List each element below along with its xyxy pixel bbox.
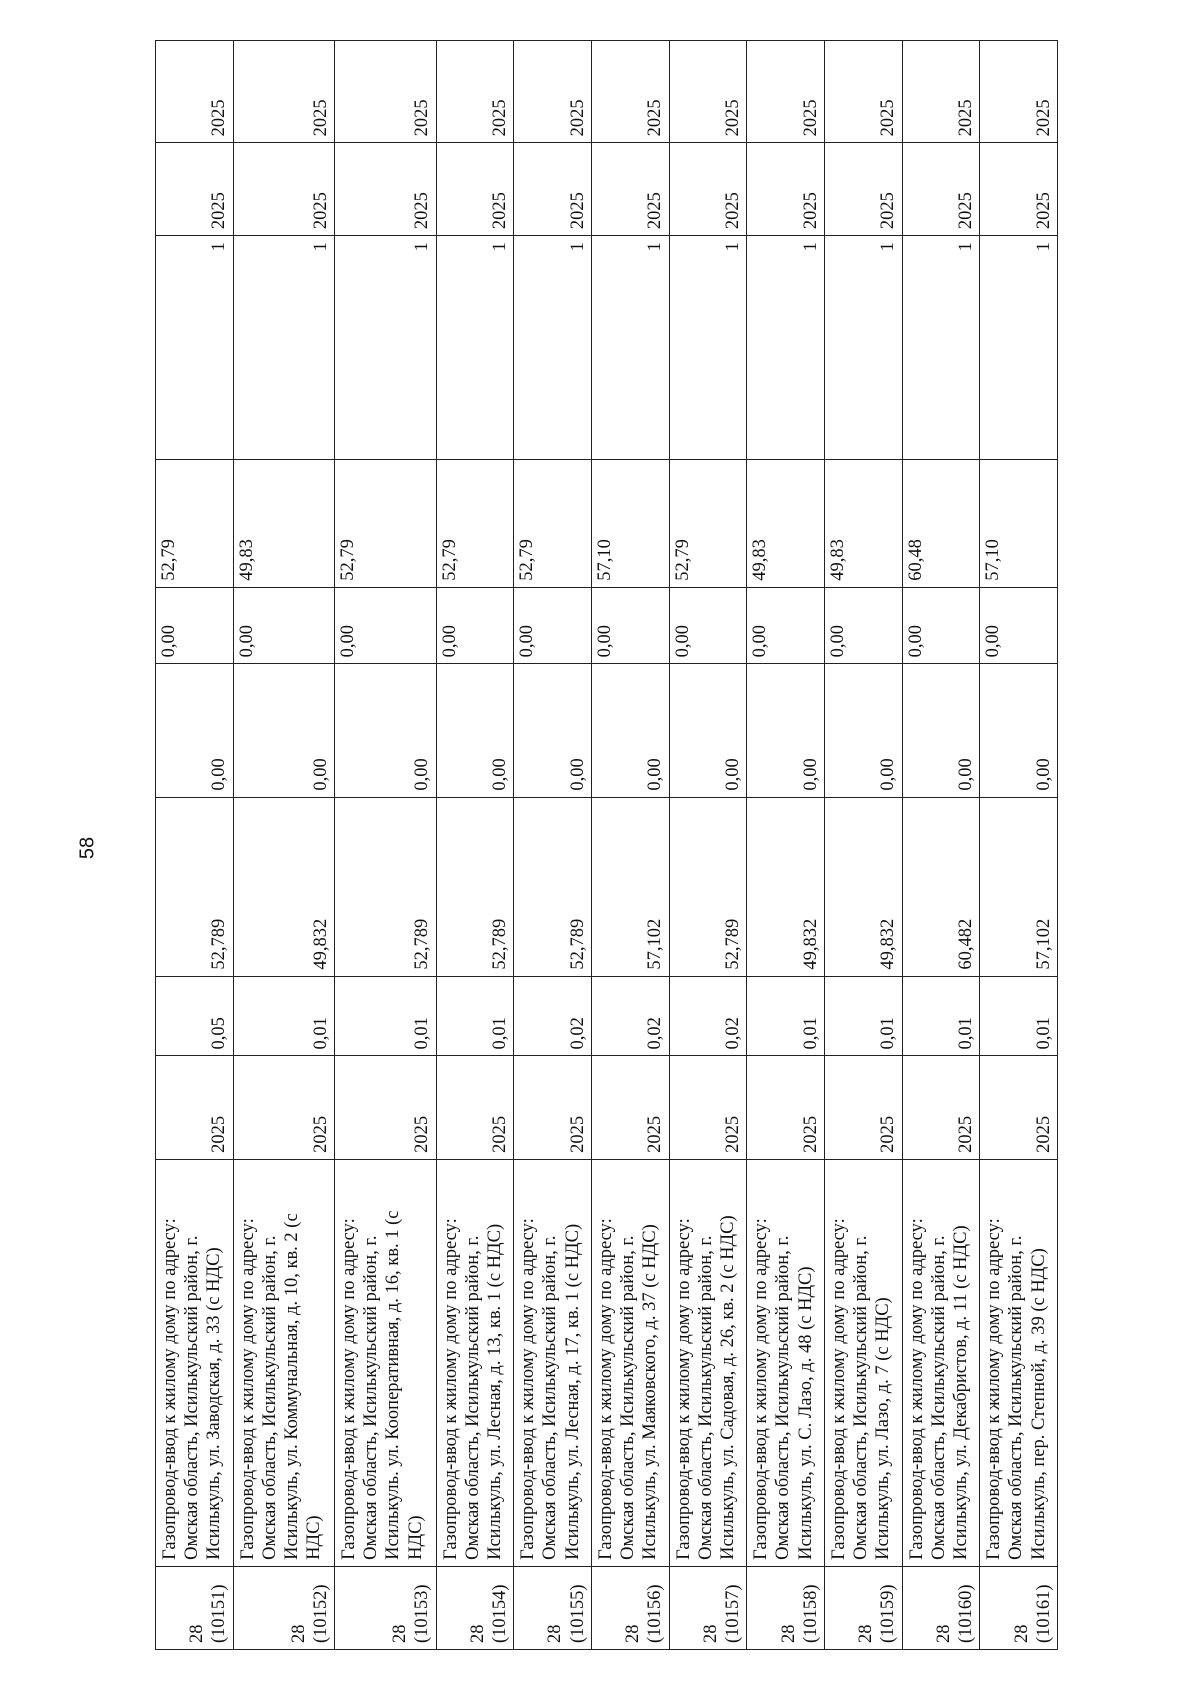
year-start-cell: 2025 [824,1056,902,1159]
value-b-cell: 0,00 [156,587,234,664]
year-start-cell: 2025 [591,1056,669,1159]
object-name-cell: Газопровод-ввод к жилому дому по адресу: Омская область, Исилькульский район, г. Исилькуль, ул. Коммунальная, д. 10, кв. 2 (с НДС) [233,1159,334,1566]
row-id-cell [669,1566,747,1649]
object-name-cell: Газопровод-ввод к жилому дому по адресу: Омская область, Исилькульский район, г. Исилькуль, ул. Заводская, д. 33 (с НДС) [156,1159,234,1566]
value-c-cell: 52,79 [514,459,592,587]
row-id-cell [824,1566,902,1649]
value-c-cell: 52,79 [335,459,436,587]
value-a-cell: 0,00 [980,664,1058,797]
year-end-cell: 2025 [591,41,669,143]
year-end-cell: 2025 [156,41,234,143]
value-c-cell: 49,83 [747,459,825,587]
investment-table [155,40,1058,1650]
year-start-cell: 2025 [514,1056,592,1159]
value-b-cell: 0,00 [824,587,902,664]
year-start-cell: 2025 [335,1056,436,1159]
year-end-cell: 2025 [824,41,902,143]
row-code: (10159) [878,1584,899,1643]
year-commission-cell: 2025 [669,143,747,236]
year-start-cell: 2025 [436,1056,514,1159]
row-code: (10152) [310,1584,331,1643]
year-end-cell: 2025 [335,41,436,143]
row-code: (10154) [490,1584,510,1643]
object-name-cell: Газопровод-ввод к жилому дому по адресу: Омская область, Исилькульский район, г. Исилькуль, ул. Лесная, д. 17, кв. 1 (с НДС) [514,1159,592,1566]
row-id-cell [902,1566,980,1649]
value-c-cell: 57,10 [591,459,669,587]
capacity-cell: 0,01 [335,976,436,1056]
capacity-cell: 0,02 [514,976,592,1056]
year-commission-cell: 2025 [980,143,1058,236]
value-c-cell: 52,79 [436,459,514,587]
row-code: (10156) [645,1584,666,1643]
value-a-cell: 0,00 [902,664,980,797]
row-number: 28 [288,1624,309,1643]
count-cell: 1 [980,236,1058,460]
value-a-cell: 0,00 [824,664,902,797]
count-cell: 1 [747,236,825,460]
value-a-cell: 0,00 [436,664,514,797]
row-number: 28 [467,1624,488,1643]
count-cell: 1 [824,236,902,460]
table-row [980,41,1058,1650]
capacity-cell: 0,01 [980,976,1058,1056]
row-code: (10153) [412,1584,433,1643]
count-cell: 1 [436,236,514,460]
row-code: (10160) [956,1584,977,1643]
cost-thousand-cell: 52,789 [156,797,234,976]
year-end-cell: 2025 [514,41,592,143]
value-c-cell: 52,79 [669,459,747,587]
cost-thousand-cell: 52,789 [335,797,436,976]
row-number: 28 [390,1624,411,1643]
count-cell: 1 [669,236,747,460]
cost-thousand-cell: 49,832 [233,797,334,976]
value-b-cell: 0,00 [436,587,514,664]
year-commission-cell: 2025 [156,143,234,236]
object-name-cell: Газопровод-ввод к жилому дому по адресу: Омская область, Исилькульский район, г. Исилькуль. ул. Кооперативная, д. 16, кв. 1 (с НДС) [335,1159,436,1566]
count-cell: 1 [514,236,592,460]
row-number: 28 [933,1624,954,1643]
object-name-cell: Газопровод-ввод к жилому дому по адресу: Омская область, Исилькульский район, г. Исилькуль, ул. С. Лазо, д. 48 (с НДС) [747,1159,825,1566]
row-code: (10155) [567,1584,588,1643]
row-id-cell [514,1566,592,1649]
capacity-cell: 0,01 [747,976,825,1056]
value-b-cell: 0,00 [980,587,1058,664]
table-row [156,41,234,1650]
value-b-cell: 0,00 [514,587,592,664]
year-start-cell: 2025 [156,1056,234,1159]
value-c-cell: 49,83 [824,459,902,587]
year-commission-cell: 2025 [591,143,669,236]
capacity-cell: 0,02 [591,976,669,1056]
row-number: 28 [856,1624,877,1643]
year-start-cell: 2025 [233,1056,334,1159]
row-id-cell [233,1566,334,1649]
cost-thousand-cell: 60,482 [902,797,980,976]
capacity-cell: 0,01 [824,976,902,1056]
row-id-cell [591,1566,669,1649]
capacity-cell: 0,05 [156,976,234,1056]
value-c-cell: 57,10 [980,459,1058,587]
table-row [591,41,669,1650]
table-row [902,41,980,1650]
table-row [747,41,825,1650]
count-cell: 1 [335,236,436,460]
table-row [436,41,514,1650]
capacity-cell: 0,01 [902,976,980,1056]
capacity-cell: 0,01 [436,976,514,1056]
cost-thousand-cell: 49,832 [747,797,825,976]
value-a-cell: 0,00 [669,664,747,797]
count-cell: 1 [902,236,980,460]
row-id-cell [335,1566,436,1649]
object-name-cell: Газопровод-ввод к жилому дому по адресу: Омская область, Исилькульский район, г. Исилькуль, ул. Маяковского, д. 37 (с НДС) [591,1159,669,1566]
year-end-cell: 2025 [980,41,1058,143]
table-row [335,41,436,1650]
value-c-cell: 60,48 [902,459,980,587]
object-name-cell: Газопровод-ввод к жилому дому по адресу: Омская область, Исилькульский район, г. Исилькуль, ул. Декабристов, д. 11 (с НДС) [902,1159,980,1566]
year-commission-cell: 2025 [436,143,514,236]
value-a-cell: 0,00 [156,664,234,797]
value-b-cell: 0,00 [902,587,980,664]
object-name-cell: Газопровод-ввод к жилому дому по адресу: Омская область, Исилькульский район, г. Исилькуль, ул. Лазо, д. 7 (с НДС) [824,1159,902,1566]
row-code: (10151) [209,1584,230,1643]
value-c-cell: 52,79 [156,459,234,587]
capacity-cell: 0,02 [669,976,747,1056]
row-number: 28 [187,1624,208,1643]
year-end-cell: 2025 [902,41,980,143]
row-id-cell [747,1566,825,1649]
row-number: 28 [700,1624,721,1643]
year-start-cell: 2025 [902,1056,980,1159]
value-b-cell: 0,00 [747,587,825,664]
rotated-table-container [155,40,1058,1650]
object-name-cell: Газопровод-ввод к жилому дому по адресу: Омская область, Исилькульский район, г. Исилькуль, пер. Степной, д. 39 (с НДС) [980,1159,1058,1566]
row-code: (10161) [1033,1584,1054,1643]
row-number: 28 [545,1624,566,1643]
value-c-cell: 49,83 [233,459,334,587]
year-end-cell: 2025 [233,41,334,143]
year-end-cell: 2025 [747,41,825,143]
row-id-cell [436,1566,514,1649]
table-row [233,41,334,1650]
cost-thousand-cell: 57,102 [980,797,1058,976]
table-row [824,41,902,1650]
count-cell: 1 [233,236,334,460]
year-end-cell: 2025 [436,41,514,143]
value-b-cell: 0,00 [335,587,436,664]
row-number: 28 [778,1624,799,1643]
table-row [514,41,592,1650]
row-number: 28 [1011,1624,1032,1643]
value-b-cell: 0,00 [233,587,334,664]
value-b-cell: 0,00 [669,587,747,664]
value-a-cell: 0,00 [233,664,334,797]
row-number: 28 [623,1624,644,1643]
cost-thousand-cell: 52,789 [436,797,514,976]
row-id-cell [156,1566,234,1649]
object-name-cell: Газопровод-ввод к жилому дому по адресу: Омская область, Исилькульский район, г. Исилькуль, ул. Лесная, д. 13, кв. 1 (с НДС) [436,1159,514,1566]
row-code: (10157) [723,1584,744,1643]
value-a-cell: 0,00 [591,664,669,797]
year-end-cell: 2025 [669,41,747,143]
cost-thousand-cell: 52,789 [514,797,592,976]
row-code: (10158) [800,1584,821,1643]
table-body [156,41,1058,1650]
year-commission-cell: 2025 [902,143,980,236]
year-commission-cell: 2025 [335,143,436,236]
table-row [669,41,747,1650]
year-commission-cell: 2025 [514,143,592,236]
cost-thousand-cell: 57,102 [591,797,669,976]
year-commission-cell: 2025 [233,143,334,236]
year-commission-cell: 2025 [824,143,902,236]
value-a-cell: 0,00 [747,664,825,797]
year-start-cell: 2025 [980,1056,1058,1159]
page-number: 58 [76,836,99,860]
value-b-cell: 0,00 [591,587,669,664]
row-id-cell [980,1566,1058,1649]
object-name-cell: Газопровод-ввод к жилому дому по адресу: Омская область, Исилькульский район, г. Исилькуль, ул. Садовая, д. 26, кв. 2 (с НДС) [669,1159,747,1566]
cost-thousand-cell: 49,832 [824,797,902,976]
cost-thousand-cell: 52,789 [669,797,747,976]
year-commission-cell: 2025 [747,143,825,236]
count-cell: 1 [591,236,669,460]
year-start-cell: 2025 [669,1056,747,1159]
capacity-cell: 0,01 [233,976,334,1056]
year-start-cell: 2025 [747,1056,825,1159]
count-cell: 1 [156,236,234,460]
value-a-cell: 0,00 [514,664,592,797]
value-a-cell: 0,00 [335,664,436,797]
